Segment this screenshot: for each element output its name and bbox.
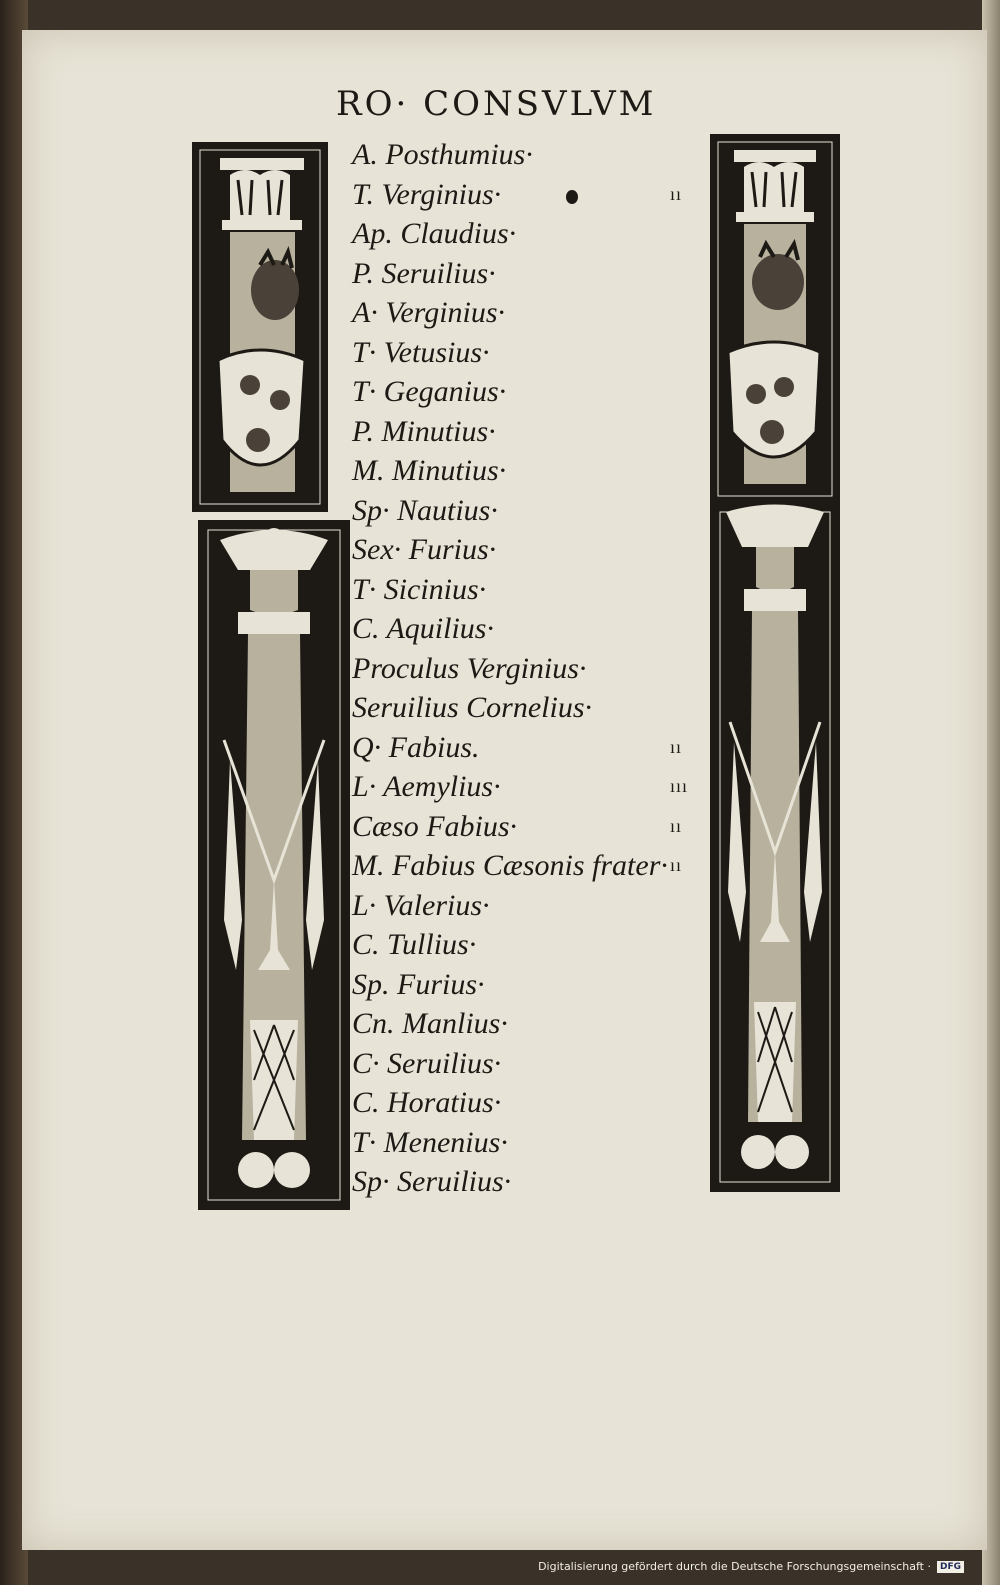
consulship-count: ıı [670,183,683,204]
consul-name: C. Tullius· [352,928,477,961]
consul-row [352,293,712,333]
consul-row [352,491,712,531]
consul-name: P. Seruilius· [352,256,496,290]
page-title: RO· CONSVLVM [336,84,657,124]
right-ornamental-pillar [708,132,843,1192]
consul-row [352,886,712,926]
consul-row [352,1083,712,1123]
consul-name: L· Valerius· [352,888,490,922]
consul-row [352,412,712,452]
consul-name: Proculus Verginius· [352,651,587,685]
consul-row [352,530,712,570]
consul-row [352,807,712,847]
dfg-logo: DFG [937,1561,964,1573]
consul-row [352,1123,712,1163]
consul-name: P. Minutius· [352,414,496,448]
consul-name: Ap. Claudius· [352,217,517,250]
consul-name: C. Horatius· [352,1086,502,1119]
left-ornamental-pillar [190,140,355,1210]
consul-name: C. Aquilius· [352,612,494,645]
consul-row [352,372,712,412]
consul-row [352,175,712,215]
consul-row [352,728,712,768]
consul-name: Cn. Manlius· [352,1007,508,1040]
consul-row [352,451,712,491]
consul-row [352,649,712,689]
consul-row [352,254,712,294]
consul-row [352,609,712,649]
consul-name: M. Minutius· [352,454,507,487]
consul-row [352,1044,712,1084]
consul-name: T· Geganius· [352,375,507,408]
consulship-count: ıı [670,815,683,836]
consul-name: Seruilius Cornelius· [352,691,593,724]
consul-row [352,688,712,728]
consul-row [352,925,712,965]
consul-name: M. Fabius Cæsonis frater· [352,849,668,882]
consul-row [352,767,712,807]
consul-name: T. Verginius· [352,177,502,211]
consul-row [352,846,712,886]
consulship-count: ııı [670,776,689,796]
consul-name: Q· Fabius. [352,730,480,764]
digitization-credit [538,1560,964,1573]
consul-name: Sex· Furius· [352,533,497,566]
consulship-count: ıı [670,855,683,875]
consul-row [352,570,712,610]
consul-list [352,135,712,1202]
consul-name: Sp· Nautius· [352,493,498,527]
consul-row [352,965,712,1005]
consul-name: C· Seruilius· [352,1046,502,1080]
consul-name: Cæso Fabius· [352,809,518,843]
consul-name: Sp. Furius· [352,967,485,1001]
consul-name: A· Verginius· [352,296,506,329]
ink-blot [566,190,578,204]
consul-row [352,1162,712,1202]
consul-name: A. Posthumius· [352,138,533,171]
consul-name: T· Sicinius· [352,572,487,606]
consulship-count: ıı [670,736,683,757]
consul-name: L· Aemylius· [352,770,501,803]
consul-row [352,135,712,175]
consul-name: T· Menenius· [352,1125,508,1159]
consul-row [352,333,712,373]
consul-name: Sp· Seruilius· [352,1165,512,1198]
consul-name: T· Vetusius· [352,335,490,369]
consul-row [352,214,712,254]
credit-text: Digitalisierung gefördert durch die Deutsche Forschungsgemeinschaft · [538,1560,931,1573]
consul-row [352,1004,712,1044]
